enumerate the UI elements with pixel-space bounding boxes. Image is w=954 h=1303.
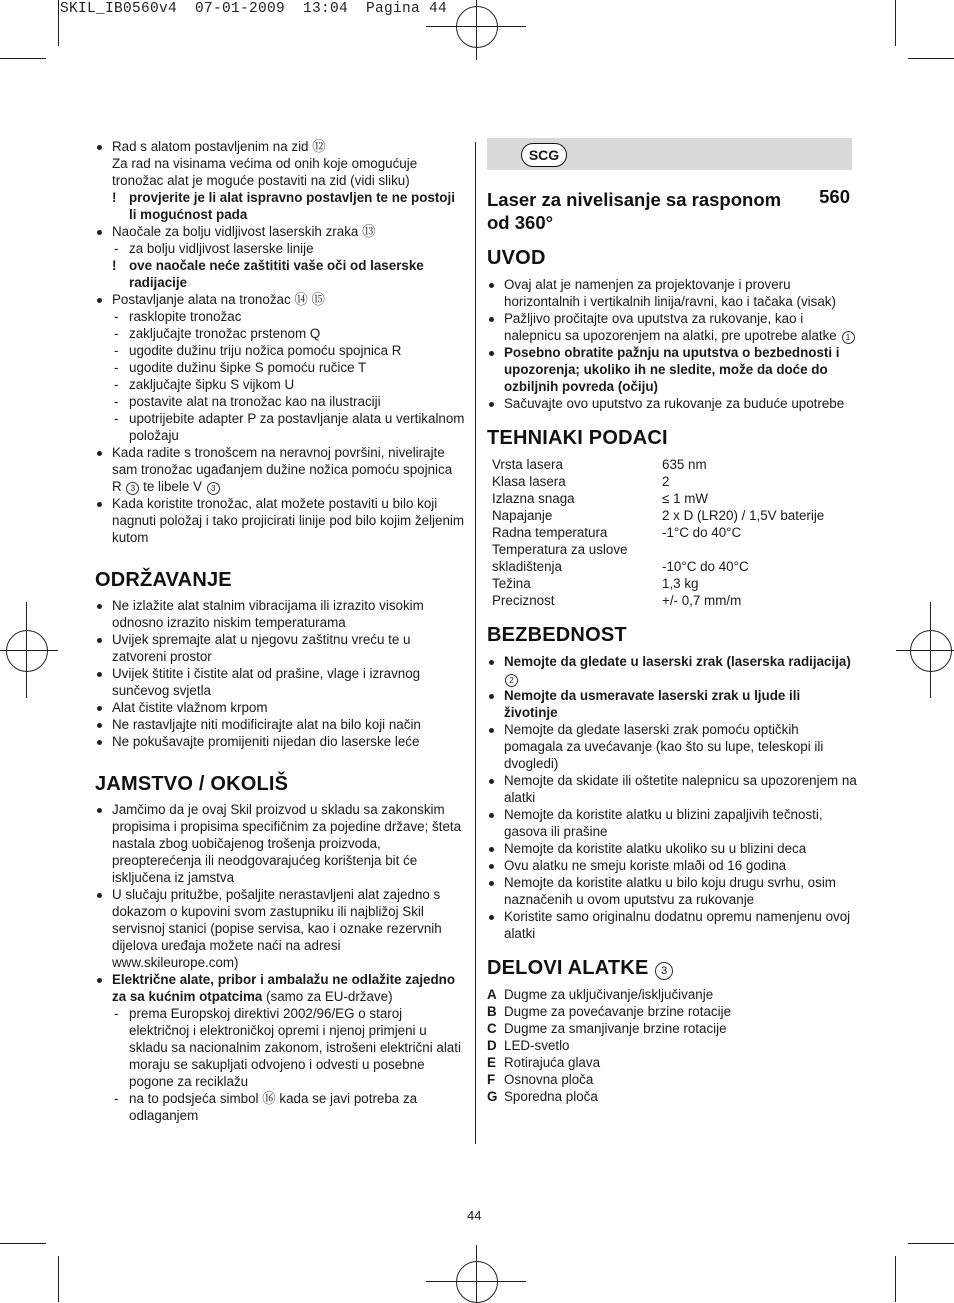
list-item: Nemojte da skidate ili oštetite nalepnicu sa upozorenjem na alatki [487,772,857,806]
list-item: Ovu alatku ne smeju koriste mlaði od 16 godina [487,857,857,874]
part-item [487,1020,857,1037]
column-divider [475,142,476,1144]
list-item: - prema Europskoj direktivi 2002/96/EG o staroj električnoj i elektroničkoj opremi i njenoj primjeni u skladu sa nacionalnim zakonom, istrošeni električni alati moraju se sakupljati odvojeno i odvesti u posebne pogone za reciklažu [95,1005,465,1090]
list-item: - za bolju vidljivost laserske linije [95,240,465,257]
figure-ref: 3 [655,962,673,980]
warning-item [95,257,465,291]
spec-row [492,524,824,541]
left-column [95,138,465,1124]
part-letter: G [487,1089,498,1104]
spec-value: 2 [662,474,670,489]
list-item [95,971,465,1005]
list-item [95,138,465,155]
model-number: 560 [819,186,850,207]
list-item: Ne izlažite alat stalnim vibracijama ili izrazito visokim odnosno izrazito niskim temperaturama [95,597,465,631]
section-heading-safety: BEZBEDNOST [487,624,627,646]
spec-label: Izlazna snaga [492,491,575,506]
registration-cross [476,0,477,60]
tripod-notes [95,444,465,546]
crop-mark [58,1256,59,1302]
figure-ref: ⑬ [362,224,376,239]
spec-row [492,456,824,473]
part-letter: C [487,1021,497,1036]
maintenance-list [95,597,465,750]
list-item: - zaključajte šipku S vijkom U [95,376,465,393]
section-heading-maintenance: ODRŽAVANJE [95,569,232,591]
list-item: Ovaj alat je namenjen za projektovanje i proveru horizontalnih i vertikalnih linija/ravni, kao i tačaka (visak) [487,276,857,310]
list-item [95,1090,465,1124]
registration-mark [910,630,952,672]
figure-ref: 3 [126,482,139,495]
part-item [487,1088,857,1105]
part-name: LED-svetlo [504,1038,570,1053]
warning-text: ove naočale neće zaštititi vaše oči od laserske radijacije [129,258,424,290]
right-column [487,138,857,1105]
registration-cross [426,1281,526,1282]
part-item [487,1054,857,1071]
language-bar [487,138,852,170]
list-item: - ugodite dužinu šipke S pomoću ručice T [95,359,465,376]
part-letter: F [487,1072,496,1087]
page-title: Laser za nivelisanje sa rasponom od 360° [487,189,782,233]
part-item [487,986,857,1003]
crop-mark [908,58,954,59]
crop-mark [908,1243,954,1244]
list-item: Sačuvajte ovo uputstvo za rukovanje za buduće upotrebe [487,395,857,412]
list-item: - postavite alat na tronožac kao na ilustraciji [95,393,465,410]
list-item: Koristite samo originalnu dodatnu opremu namenjenu ovoj alatki [487,908,857,942]
spec-value: 1,3 kg [662,576,699,591]
spec-row [492,592,824,609]
registration-mark [456,1261,498,1303]
part-letter: A [487,987,497,1002]
part-letter: D [487,1038,497,1053]
part-name: Sporedna ploča [504,1089,598,1104]
list-item: Nemojte da koristite alatku u bilo koju drugu svrhu, osim naznačenih u ovom uputstvu za rukovanje [487,874,857,908]
bold-text: Električne alate, pribor i ambalažu ne odlažite zajedno za sa kućnim otpatcima [112,972,456,1004]
registration-cross [896,650,954,651]
intro-list [95,138,465,444]
list-item: Za rad na visinama većima od onih koje omogućuje tronožac alat je moguće postaviti na zid (vidi sliku) [112,156,418,188]
list-item: - zaključajte tronožac prstenom Q [95,325,465,342]
note-text: te libele V [143,479,202,494]
crop-mark [895,1256,896,1302]
spec-row [492,558,824,575]
language-badge: SCG [521,143,567,167]
spec-row [492,490,824,507]
part-item [487,1003,857,1020]
list-item: Uvijek štitite i čistite alat od prašine, vlage i izravnog sunčevog svjetla [95,665,465,699]
spec-label: skladištenja [492,559,562,574]
list-item: Nemojte da usmeravate laserski zrak u ljude ili životinje [487,687,857,721]
spec-value: +/- 0,7 mm/m [662,593,742,608]
list-item: Uvijek spremajte alat u njegovu zaštitnu vreću te u zatvoreni prostor [95,631,465,665]
part-item [487,1071,857,1088]
text: Nemojte da gledate u laserski zrak (laserska radijacija) [504,654,851,669]
list-item: Ne pokušavajte promijeniti nijedan dio laserske leće [95,733,465,750]
figure-ref: 2 [505,674,518,687]
text: Naočale za bolju vidljivost laserskih zraka [112,224,359,239]
list-item: Nemojte da gledate laserski zrak pomoću optičkih pomagala za uvećavanje (kao što su lupe, teleskopi ili dvogledi) [487,721,857,772]
list-item [487,310,857,344]
crop-mark [0,58,46,59]
spec-value: -1°C do 40°C [662,525,742,540]
part-name: Dugme za uključivanje/isključivanje [504,987,714,1002]
parts-list [487,986,857,1105]
warning-text: provjerite je li alat ispravno postavljen te ne postoji li mogućnost pada [129,190,455,222]
spec-row [492,507,824,524]
section-heading-warranty: JAMSTVO / OKOLIŠ [95,773,289,795]
spec-label: Napajanje [492,508,553,523]
section-heading-intro: UVOD [487,247,546,269]
crop-mark [895,0,896,46]
list-item: Posebno obratite pažnju na uputstva o bezbednosti i upozorenja; ukoliko ih ne sledite, može da doće do ozbiljnih povreda (očiju) [487,344,857,395]
page-number: 44 [467,1208,482,1223]
list-item [95,291,465,308]
spec-value: 635 nm [662,457,707,472]
list-item: - upotrijebite adapter P za postavljanje alata u vertikalnom položaju [95,410,465,444]
registration-cross [476,1245,477,1302]
list-item [95,223,465,240]
crop-mark [58,0,59,46]
figure-ref: 3 [207,482,220,495]
spec-value: ≤ 1 mW [662,491,709,506]
registration-cross [0,650,58,651]
text: Postavljanje alata na tronožac [112,292,291,307]
list-item [487,653,857,687]
part-letter: B [487,1004,497,1019]
spec-row [492,575,824,592]
note-text: Kada radite s tronošcem na neravnoj površini, nivelirajte sam tronožac ugađanjem dužine nožica pomoću spojnica R [112,445,453,494]
section-heading-parts [487,956,857,980]
figure-ref: 1 [842,331,855,344]
symbol-ref: ⑯ [262,1091,276,1106]
list-item: U slučaju pritužbe, pošaljite nerastavljeni alat zajedno s dokazom o kupovini svom zastupniku ili najbližoj Skil servisnoj stanici (popise servisa, kao i oznake rezervnih dijelova uređaja možete naći na adresi www.skileurope.com) [95,886,465,971]
spec-label: Preciznost [492,593,555,608]
warning-icon: ! [112,190,117,205]
figure-ref: ⑭ ⑮ [294,292,325,307]
spec-label: Težina [492,576,531,591]
spec-table [492,456,824,609]
part-name: Dugme za povećavanje brzine rotacije [504,1004,732,1019]
intro-list [487,276,857,412]
list-item: Nemojte da koristite alatku u blizini zapaljivih tečnosti, gasova ili prašine [487,806,857,840]
text: Rad s alatom postavljenim na zid [112,139,309,154]
part-item [487,1037,857,1054]
list-item: - rasklopite tronožac [95,308,465,325]
warning-icon: ! [112,258,117,273]
heading-text: DELOVI ALATKE [487,957,649,979]
safety-list [487,653,857,942]
section-heading-tech: TEHNIAKI PODACI [487,427,668,449]
list-item: Ne rastavljajte niti modificirajte alat na bilo koji način [95,716,465,733]
part-name: Dugme za smanjivanje brzine rotacije [504,1021,727,1036]
spec-label: Vrsta lasera [492,457,563,472]
title-row [487,188,857,234]
list-item: - ugodite dužinu triju nožica pomoću spojnica R [95,342,465,359]
spec-label: Klasa lasera [492,474,566,489]
text: Pažljivo pročitajte ova uputstva za rukovanje, kao i nalepnicu sa upozorenjem na alatki, pre upotrebe alatke [504,311,837,343]
part-name: Rotirajuća glava [504,1055,601,1070]
spec-row [492,473,824,490]
print-header: SKIL_IB0560v4 07-01-2009 13:04 Pagina 44 [60,1,448,17]
list-item: Nemojte da koristite alatku ukoliko su u blizini deca [487,840,857,857]
registration-mark [456,6,498,48]
text: kada se javi potreba za odlaganjem [129,1091,418,1123]
list-item: Alat čistite vlažnom krpom [95,699,465,716]
part-letter: E [487,1055,496,1070]
spec-label: Radna temperatura [492,525,608,540]
registration-cross [426,26,526,27]
list-item: Jamčimo da je ovaj Skil proizvod u skladu sa zakonskim propisima i propisima specifičnim za pojedine države; šteta nastala zbog uobičajenog trošenja proizvoda, preopterećenja ili neodgovarajućeg korištenja bit će isključena iz jamstva [95,801,465,886]
crop-mark [0,1243,46,1244]
spec-value [662,541,824,558]
list-item [95,444,465,495]
spec-value: 2 x D (LR20) / 1,5V baterije [662,508,825,523]
warranty-list [95,801,465,1124]
registration-mark [6,630,48,672]
spec-row [492,541,824,558]
text: (samo za EU-države) [262,989,393,1004]
figure-ref: ⑫ [312,139,326,154]
list-item: Kada koristite tronožac, alat možete postaviti u bilo koji nagnuti položaj i tako projicirati linije pod bilo kojim željenim kutom [95,495,465,546]
warning-item [95,189,465,223]
spec-value: -10°C do 40°C [662,559,749,574]
text: na to podsjeća simbol [129,1091,259,1106]
part-name: Osnovna ploča [504,1072,594,1087]
spec-label: Temperatura za uslove [492,542,628,557]
